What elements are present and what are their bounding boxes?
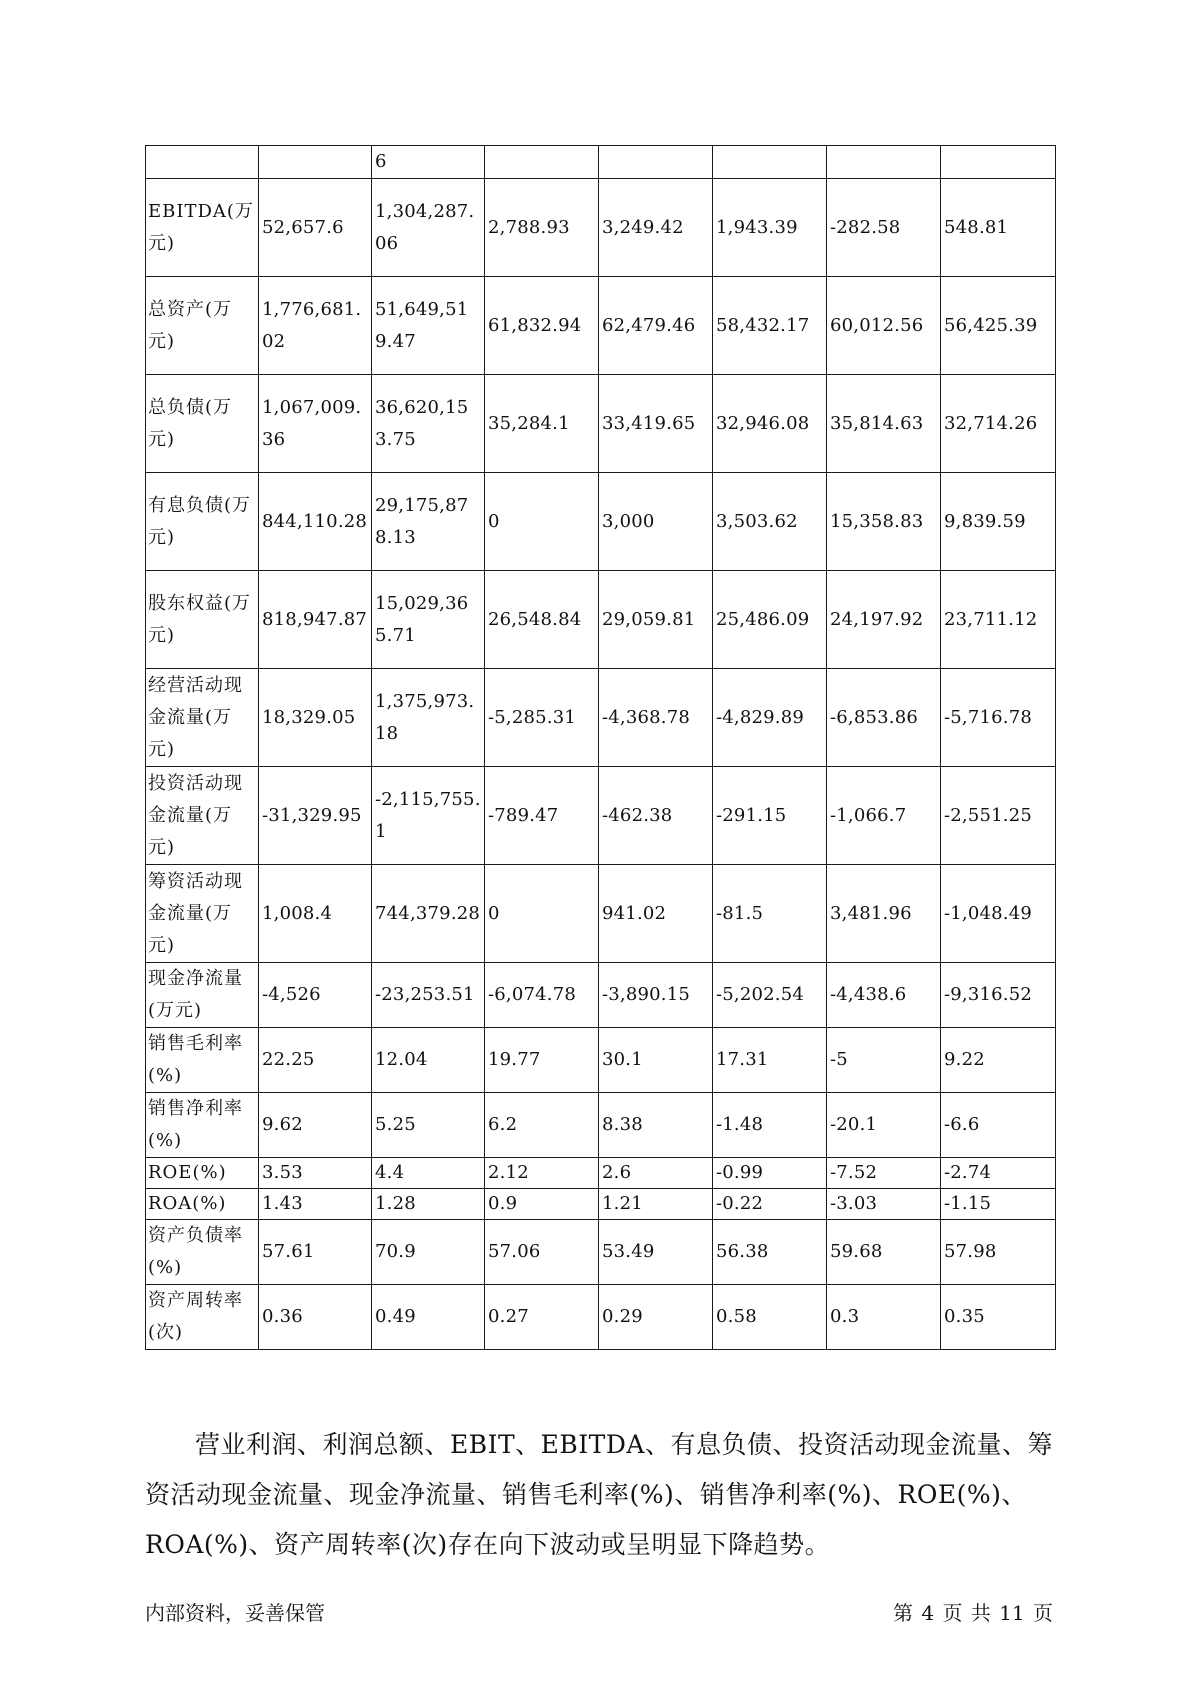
table-cell: 18,329.05 xyxy=(259,669,372,767)
table-cell: -5,285.31 xyxy=(485,669,599,767)
row-label: ROA(%) xyxy=(146,1189,259,1220)
table-cell: 26,548.84 xyxy=(485,571,599,669)
table-cell: 9.62 xyxy=(259,1093,372,1158)
table-cell: 56,425.39 xyxy=(941,277,1056,375)
table-cell: 1,375,973.18 xyxy=(372,669,485,767)
table-cell: 17.31 xyxy=(713,1028,827,1093)
table-row xyxy=(146,1093,1056,1158)
row-label: 销售毛利率(%) xyxy=(146,1028,259,1093)
table-cell: 744,379.28 xyxy=(372,865,485,963)
table-cell: 52,657.6 xyxy=(259,179,372,277)
table-cell: -2.74 xyxy=(941,1158,1056,1189)
table-cell: 36,620,153.75 xyxy=(372,375,485,473)
table-cell: 29,175,878.13 xyxy=(372,473,485,571)
table-row xyxy=(146,1285,1056,1350)
table-cell: 844,110.28 xyxy=(259,473,372,571)
table-cell: -4,368.78 xyxy=(599,669,713,767)
table-cell: 3,503.62 xyxy=(713,473,827,571)
row-label: 现金净流量(万元) xyxy=(146,963,259,1028)
table-cell: 61,832.94 xyxy=(485,277,599,375)
row-label: 经营活动现金流量(万元) xyxy=(146,669,259,767)
table-cell: 35,284.1 xyxy=(485,375,599,473)
row-label: 总负债(万元) xyxy=(146,375,259,473)
table-cell: 9,839.59 xyxy=(941,473,1056,571)
table-cell: -2,551.25 xyxy=(941,767,1056,865)
table-cell: 32,714.26 xyxy=(941,375,1056,473)
table-cell: 1,304,287.06 xyxy=(372,179,485,277)
table-cell xyxy=(599,146,713,179)
table-cell: 1.43 xyxy=(259,1189,372,1220)
table-cell: -3.03 xyxy=(827,1189,941,1220)
row-label: 筹资活动现金流量(万元) xyxy=(146,865,259,963)
row-label: 总资产(万元) xyxy=(146,277,259,375)
table-row xyxy=(146,473,1056,571)
table-row xyxy=(146,179,1056,277)
table-cell: 1,067,009.36 xyxy=(259,375,372,473)
table-cell: 0.35 xyxy=(941,1285,1056,1350)
table-row xyxy=(146,1220,1056,1285)
table-cell: -5,716.78 xyxy=(941,669,1056,767)
table-cell: -6.6 xyxy=(941,1093,1056,1158)
table-cell: 1,008.4 xyxy=(259,865,372,963)
table-cell: 4.4 xyxy=(372,1158,485,1189)
table-cell: 1,776,681.02 xyxy=(259,277,372,375)
table-row xyxy=(146,571,1056,669)
table-row xyxy=(146,1028,1056,1093)
table-cell: -1,048.49 xyxy=(941,865,1056,963)
table-cell: -1,066.7 xyxy=(827,767,941,865)
table-row xyxy=(146,767,1056,865)
table-cell: -7.52 xyxy=(827,1158,941,1189)
table-cell: 62,479.46 xyxy=(599,277,713,375)
table-cell: 56.38 xyxy=(713,1220,827,1285)
table-cell: -2,115,755.1 xyxy=(372,767,485,865)
table-cell: 2.6 xyxy=(599,1158,713,1189)
row-label: 资产负债率(%) xyxy=(146,1220,259,1285)
table-cell: 2.12 xyxy=(485,1158,599,1189)
table-cell xyxy=(146,146,259,179)
table-cell: 15,029,365.71 xyxy=(372,571,485,669)
table-cell: 25,486.09 xyxy=(713,571,827,669)
table-cell: -282.58 xyxy=(827,179,941,277)
table-row xyxy=(146,1189,1056,1220)
table-cell: 3,481.96 xyxy=(827,865,941,963)
table-cell: 1.21 xyxy=(599,1189,713,1220)
footer-confidential-note: 内部资料，妥善保管 xyxy=(145,1601,325,1625)
table-cell xyxy=(713,146,827,179)
table-cell: 53.49 xyxy=(599,1220,713,1285)
table-cell: -4,829.89 xyxy=(713,669,827,767)
table-cell: 57.61 xyxy=(259,1220,372,1285)
table-cell: 0.49 xyxy=(372,1285,485,1350)
table-cell: 19.77 xyxy=(485,1028,599,1093)
table-cell: 0.36 xyxy=(259,1285,372,1350)
table-cell: -3,890.15 xyxy=(599,963,713,1028)
table-cell: 3.53 xyxy=(259,1158,372,1189)
row-label: 销售净利率(%) xyxy=(146,1093,259,1158)
table-cell: 32,946.08 xyxy=(713,375,827,473)
table-cell: 23,711.12 xyxy=(941,571,1056,669)
table-cell: -23,253.51 xyxy=(372,963,485,1028)
financial-table xyxy=(145,145,1056,1350)
row-label: EBITDA(万元) xyxy=(146,179,259,277)
table-cell: 9.22 xyxy=(941,1028,1056,1093)
table-cell: 33,419.65 xyxy=(599,375,713,473)
table-cell: 60,012.56 xyxy=(827,277,941,375)
table-row xyxy=(146,865,1056,963)
table-cell: 6 xyxy=(372,146,485,179)
table-row xyxy=(146,146,1056,179)
table-cell: -4,526 xyxy=(259,963,372,1028)
table-cell: 8.38 xyxy=(599,1093,713,1158)
table-cell: 70.9 xyxy=(372,1220,485,1285)
table-cell: -9,316.52 xyxy=(941,963,1056,1028)
table-cell: 818,947.87 xyxy=(259,571,372,669)
table-cell: 5.25 xyxy=(372,1093,485,1158)
table-cell: -291.15 xyxy=(713,767,827,865)
table-cell: 0.3 xyxy=(827,1285,941,1350)
table-cell: 15,358.83 xyxy=(827,473,941,571)
financial-table-body xyxy=(146,146,1056,1350)
table-cell: 0.58 xyxy=(713,1285,827,1350)
footer-page-number: 第 4 页 共 11 页 xyxy=(893,1601,1053,1625)
table-cell: 12.04 xyxy=(372,1028,485,1093)
table-cell: -6,074.78 xyxy=(485,963,599,1028)
row-label: 股东权益(万元) xyxy=(146,571,259,669)
table-cell: 57.06 xyxy=(485,1220,599,1285)
table-cell: -5,202.54 xyxy=(713,963,827,1028)
table-cell: 2,788.93 xyxy=(485,179,599,277)
table-cell: -31,329.95 xyxy=(259,767,372,865)
table-cell: 24,197.92 xyxy=(827,571,941,669)
table-cell: 35,814.63 xyxy=(827,375,941,473)
table-cell: -1.48 xyxy=(713,1093,827,1158)
table-cell: 59.68 xyxy=(827,1220,941,1285)
table-cell: -789.47 xyxy=(485,767,599,865)
table-cell: 3,249.42 xyxy=(599,179,713,277)
table-cell: -5 xyxy=(827,1028,941,1093)
table-cell: 0.9 xyxy=(485,1189,599,1220)
table-cell: 57.98 xyxy=(941,1220,1056,1285)
table-cell xyxy=(827,146,941,179)
table-cell: 0 xyxy=(485,473,599,571)
table-cell: -0.99 xyxy=(713,1158,827,1189)
table-cell: 548.81 xyxy=(941,179,1056,277)
table-cell: 58,432.17 xyxy=(713,277,827,375)
table-cell: -0.22 xyxy=(713,1189,827,1220)
table-cell: 51,649,519.47 xyxy=(372,277,485,375)
table-cell: 941.02 xyxy=(599,865,713,963)
row-label: ROE(%) xyxy=(146,1158,259,1189)
table-cell: 0.27 xyxy=(485,1285,599,1350)
table-cell: 0.29 xyxy=(599,1285,713,1350)
table-cell: -1.15 xyxy=(941,1189,1056,1220)
table-cell: 0 xyxy=(485,865,599,963)
table-row xyxy=(146,375,1056,473)
table-row xyxy=(146,963,1056,1028)
table-cell: 6.2 xyxy=(485,1093,599,1158)
table-cell: -4,438.6 xyxy=(827,963,941,1028)
table-row xyxy=(146,277,1056,375)
row-label: 有息负债(万元) xyxy=(146,473,259,571)
table-cell xyxy=(259,146,372,179)
table-cell: -462.38 xyxy=(599,767,713,865)
table-cell: -81.5 xyxy=(713,865,827,963)
summary-paragraph: 营业利润、利润总额、EBIT、EBITDA、有息负债、投资活动现金流量、筹资活动现金流量、现金净流量、销售毛利率(%)、销售净利率(%)、ROE(%)、ROA(%)、资产周转率(次)存在向下波动或呈明显下降趋势。 xyxy=(145,1430,1053,1559)
table-row xyxy=(146,669,1056,767)
table-row xyxy=(146,1158,1056,1189)
table-cell: 3,000 xyxy=(599,473,713,571)
table-cell xyxy=(485,146,599,179)
table-cell: 30.1 xyxy=(599,1028,713,1093)
table-cell: 1.28 xyxy=(372,1189,485,1220)
table-cell xyxy=(941,146,1056,179)
table-cell: -20.1 xyxy=(827,1093,941,1158)
table-cell: 1,943.39 xyxy=(713,179,827,277)
row-label: 资产周转率(次) xyxy=(146,1285,259,1350)
row-label: 投资活动现金流量(万元) xyxy=(146,767,259,865)
table-cell: -6,853.86 xyxy=(827,669,941,767)
table-cell: 29,059.81 xyxy=(599,571,713,669)
table-cell: 22.25 xyxy=(259,1028,372,1093)
